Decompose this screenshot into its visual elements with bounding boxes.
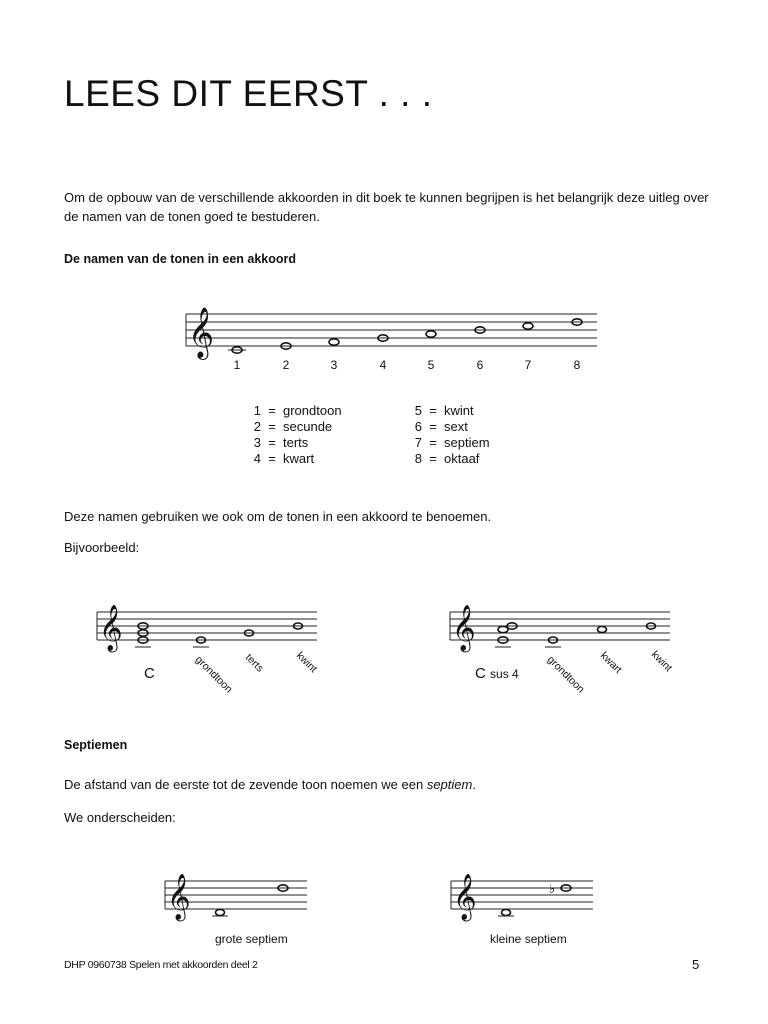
paragraph-afstand: De afstand van de eerste tot de zevende toon noemen we een septiem. (64, 777, 476, 792)
treble-clef-icon: 𝄞 (99, 606, 123, 650)
note-head (138, 637, 148, 643)
legend-row (247, 451, 342, 467)
label-kwart: kwart (597, 649, 625, 676)
note-head (138, 623, 148, 629)
note-head (216, 910, 225, 916)
label-grondtoon: grondtoon (192, 653, 235, 696)
legend-name: kwart (283, 451, 315, 466)
scale-number: 3 (330, 358, 338, 372)
legend-row (247, 419, 342, 435)
treble-clef-icon: 𝄞 (188, 308, 215, 357)
note-head (278, 885, 288, 891)
legend-row (408, 435, 490, 451)
flat-sign-icon: ♭ (549, 881, 556, 896)
caption-grote-septiem: grote septiem (215, 932, 288, 946)
label-grondtoon: grondtoon (544, 653, 587, 696)
legend-name: septiem (444, 435, 490, 450)
legend-num: 3 (253, 435, 261, 450)
page-title: LEES DIT EERST . . . (64, 73, 433, 114)
note-head (378, 335, 388, 341)
legend-eq: = (268, 451, 276, 466)
scale-number: 8 (573, 358, 581, 372)
staff-csus4-example (450, 612, 670, 640)
footer-catalog: DHP 0960738 Spelen met akkoorden deel 2 (64, 959, 258, 971)
legend-row (408, 403, 490, 419)
legend-left (247, 403, 342, 467)
legend-name: oktaaf (444, 451, 480, 466)
scale-notes (228, 319, 582, 353)
staff-minor-seventh (451, 881, 593, 909)
paragraph-bijvoorbeeld: Bijvoorbeeld: (64, 540, 140, 555)
legend-eq: = (268, 419, 276, 434)
note-head (523, 323, 533, 329)
label-terts: terts (242, 651, 266, 675)
label-kwint: kwint (293, 649, 320, 676)
staff-lines (186, 314, 597, 346)
legend-eq: = (268, 435, 276, 450)
legend-eq: = (429, 451, 437, 466)
scale-numbers (234, 358, 581, 372)
page-number: 5 (692, 957, 700, 972)
legend-num: 4 (253, 451, 261, 466)
chord-name-csus4: C sus 4 (475, 665, 519, 682)
note-head (498, 626, 508, 632)
c-chord-notes (138, 623, 303, 643)
csus4-chord-notes (498, 623, 656, 643)
scale-number: 1 (233, 358, 241, 372)
legend-name: sext (444, 419, 468, 434)
paragraph-onderscheiden: We onderscheiden: (64, 810, 176, 825)
note-head (281, 343, 291, 349)
legend-num: 6 (414, 419, 422, 434)
paragraph-deze-namen: Deze namen gebruiken we ook om de tonen in een akkoord te benoemen. (64, 509, 492, 524)
legend-row (247, 435, 342, 451)
note-head (549, 637, 558, 643)
note-head (197, 637, 206, 643)
label-kwint: kwint (648, 648, 675, 675)
section-heading-septiemen: Septiemen (64, 738, 128, 752)
legend-eq: = (429, 435, 437, 450)
note-head (502, 910, 511, 916)
legend-row (247, 403, 342, 419)
note-head (294, 623, 303, 629)
legend-eq: = (429, 419, 437, 434)
legend-name: secunde (283, 419, 333, 434)
caption-kleine-septiem: kleine septiem (490, 932, 567, 946)
note-head (647, 623, 656, 629)
legend-name: terts (283, 435, 309, 450)
note-head (598, 627, 607, 633)
note-head (426, 331, 436, 337)
legend-name: grondtoon (283, 403, 342, 418)
legend-name: kwint (444, 403, 474, 418)
note-head (245, 630, 254, 636)
note-head (232, 347, 242, 353)
note-head (498, 637, 508, 643)
staff-major-seventh (165, 881, 307, 909)
legend-num: 8 (414, 451, 422, 466)
legend-right (408, 403, 490, 467)
scale-number: 5 (427, 358, 435, 372)
legend-num: 5 (414, 403, 422, 418)
legend-eq: = (268, 403, 276, 418)
legend-row (408, 419, 490, 435)
treble-clef-icon: 𝄞 (453, 875, 477, 919)
section-heading-note-names: De namen van de tonen in een akkoord (64, 252, 297, 266)
note-head (572, 319, 582, 325)
treble-clef-icon: 𝄞 (167, 875, 191, 919)
legend-num: 7 (414, 435, 422, 450)
legend-row (408, 451, 490, 467)
scale-number: 7 (524, 358, 532, 372)
note-head (561, 885, 571, 891)
legend-num: 1 (253, 403, 261, 418)
note-head (138, 630, 148, 636)
staff-c-example (97, 612, 317, 640)
note-head (329, 339, 339, 345)
scale-number: 4 (379, 358, 387, 372)
scale-number: 2 (282, 358, 290, 372)
treble-clef-icon: 𝄞 (452, 606, 476, 650)
legend-num: 2 (253, 419, 261, 434)
note-head (507, 623, 517, 629)
note-head (475, 327, 485, 333)
scale-number: 6 (476, 358, 484, 372)
intro-paragraph: Om de opbouw van de verschillende akkoorden in dit boek te kunnen begrijpen is het belangrijk deze uitleg over de namen van de tonen goed te bestuderen. (64, 190, 709, 224)
chord-name-c: C (144, 665, 155, 682)
legend-eq: = (429, 403, 437, 418)
